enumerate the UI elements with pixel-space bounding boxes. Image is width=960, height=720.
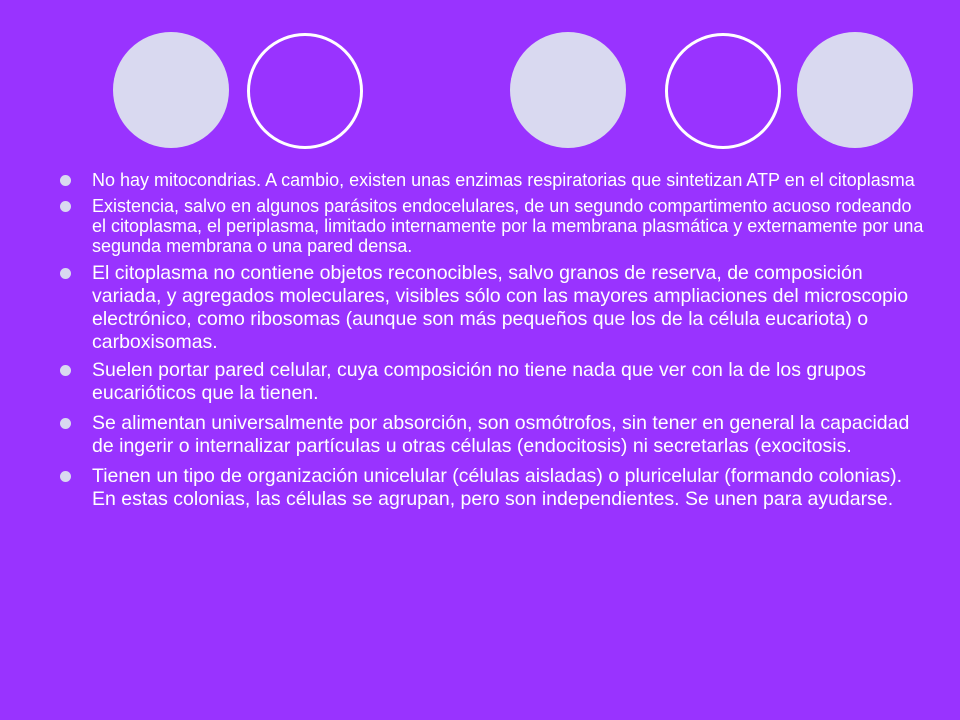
bullet-text: Existencia, salvo en algunos parásitos endocelulares, de un segundo compartimento acuoso rodeando el citoplasma, el periplasma, limitado internamente por la membrana plasmática y externamente por una segunda membrana o una pared densa. [92,196,924,256]
list-item [58,170,928,190]
bullet-text: Suelen portar pared celular, cuya composición no tiene nada que ver con la de los grupos eucarióticos que la tienen. [92,359,866,404]
bullet-text: Tienen un tipo de organización unicelular (células aisladas) o pluricelular (formando colonias). En estas colonias, las células se agrupan, pero son independientes. Se unen para ayudarse. [92,465,903,510]
list-item [58,262,928,354]
list-item [58,412,928,458]
bullet-text: No hay mitocondrias. A cambio, existen unas enzimas respiratorias que sintetizan ATP en el citoplasma [92,170,915,190]
bullet-dot-icon [60,471,71,482]
decorative-ring-circle-1 [247,33,363,149]
list-item [58,465,928,511]
bullet-list [58,170,928,518]
bullet-text: El citoplasma no contiene objetos reconocibles, salvo granos de reserva, de composición variada, y agregados moleculares, visibles sólo con las mayores ampliaciones del microscopio electrónico, como ribosomas (aunque son más pequeños que los de la célula eucariota) o carboxisomas. [92,262,909,353]
decorative-filled-circle-1 [113,32,229,148]
bullet-dot-icon [60,418,71,429]
bullet-text: Se alimentan universalmente por absorción, son osmótrofos, sin tener en general la capacidad de ingerir o internalizar partículas u otras células (endocitosis) ni secretarlas (exocitosis. [92,412,910,457]
list-item [58,196,928,256]
decorative-filled-circle-3 [797,32,913,148]
list-item [58,359,928,405]
bullet-dot-icon [60,268,71,279]
bullet-dot-icon [60,201,71,212]
decorative-ring-circle-2 [665,33,781,149]
bullet-dot-icon [60,175,71,186]
decorative-filled-circle-2 [510,32,626,148]
bullet-dot-icon [60,365,71,376]
